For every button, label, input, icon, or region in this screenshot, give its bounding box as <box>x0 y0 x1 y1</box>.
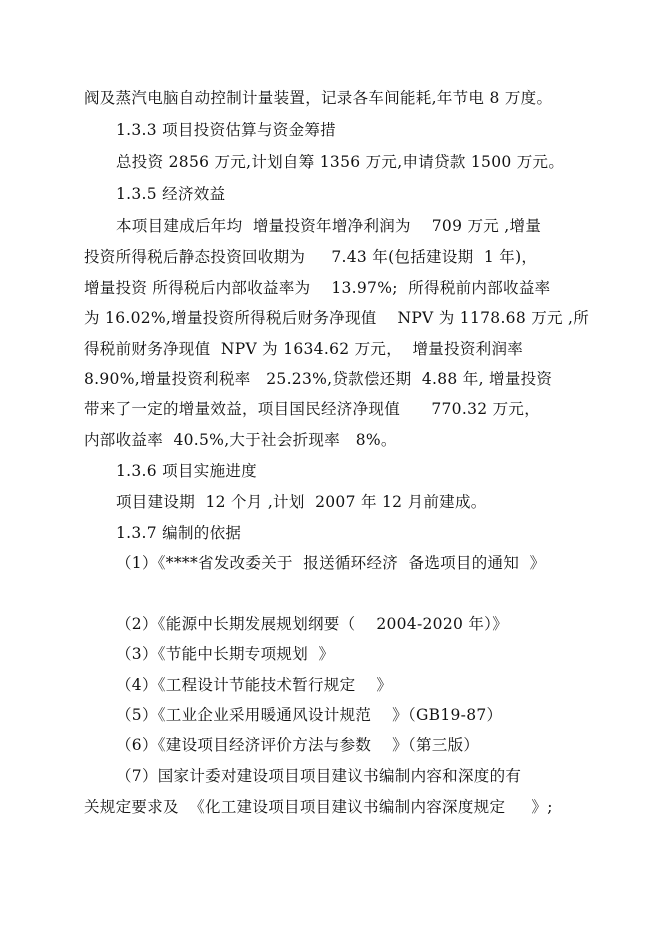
reference-item-continuation: 关规定要求及 《化工建设项目项目建议书编制内容深度规定 》; <box>84 798 553 816</box>
body-text-line: 8.90%,增量投资利税率 25.23%,贷款偿还期 4.88 年, 增量投资 <box>84 370 553 388</box>
body-text-line: 本项目建成后年均 增量投资年增净利润为 709 万元 ,增量 <box>116 217 542 235</box>
body-text-line: 带来了一定的增量效益，项目国民经济净现值 770.32 万元， <box>84 400 541 418</box>
reference-item: （7）国家计委对建设项目项目建议书编制内容和深度的有 <box>116 767 522 785</box>
section-heading: 1.3.3 项目投资估算与资金筹措 <box>116 121 336 139</box>
body-text-line: 内部收益率 40.5%,大于社会折现率 8%。 <box>84 431 397 449</box>
body-text-line: 总投资 2856 万元,计划自筹 1356 万元,申请贷款 1500 万元。 <box>116 153 565 171</box>
body-text-line: 为 16.02%,增量投资所得税后财务净现值 NPV 为 1178.68 万元 ,所 <box>84 309 590 327</box>
section-heading: 1.3.6 项目实施进度 <box>116 462 257 480</box>
body-text-line: 阀及蒸汽电脑自动控制计量装置，记录各车间能耗,年节电 8 万度。 <box>84 89 553 107</box>
section-heading: 1.3.5 经济效益 <box>116 185 226 203</box>
reference-item: （6）《建设项目经济评价方法与参数 》（第三版） <box>116 736 480 754</box>
reference-item: （5）《工业企业采用暖通风设计规范 》（GB19-87） <box>116 706 503 724</box>
reference-item: （3）《节能中长期专项规划 》 <box>116 645 335 663</box>
reference-item: （4）《工程设计节能技术暂行规定 》 <box>116 676 393 694</box>
body-text-line: 项目建设期 12 个月 ,计划 2007 年 12 月前建成。 <box>116 493 487 511</box>
body-text-line: 投资所得税后静态投资回收期为 7.43 年(包括建设期 1 年)， <box>84 248 538 266</box>
section-heading: 1.3.7 编制的依据 <box>116 524 242 542</box>
body-text-line: 增量投资 所得税后内部收益率为 13.97%; 所得税前内部收益率 <box>84 279 551 297</box>
reference-item: （1）《****省发改委关于 报送循环经济 备选项目的通知 》 <box>116 554 546 572</box>
reference-item: （2）《能源中长期发展规划纲要（ 2004-2020 年）》 <box>116 615 509 633</box>
body-text-line: 得税前财务净现值 NPV 为 1634.62 万元， 增量投资利润率 <box>84 340 524 358</box>
